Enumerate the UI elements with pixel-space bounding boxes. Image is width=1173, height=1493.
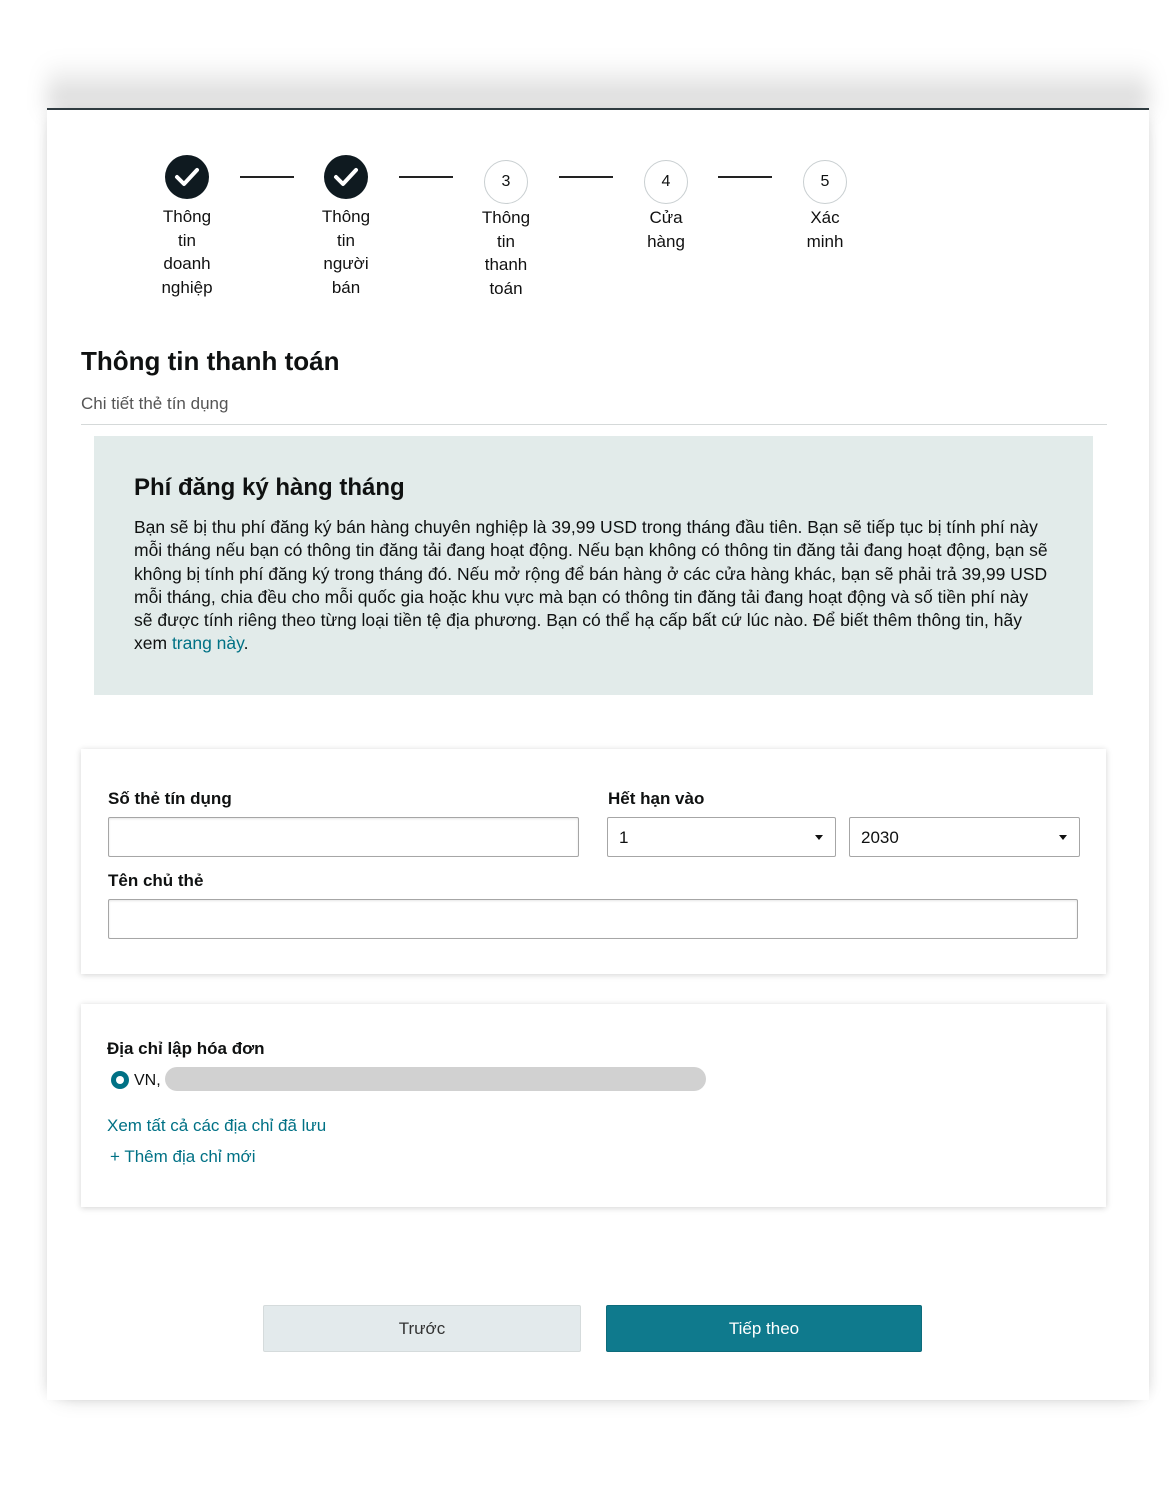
check-icon xyxy=(165,155,209,199)
credit-card-form xyxy=(81,749,1106,974)
expiry-year-value: 2030 xyxy=(861,828,899,847)
step-3 xyxy=(446,160,566,300)
step-1 xyxy=(127,155,247,299)
step-label: Thông tin thanh toán xyxy=(481,208,531,298)
step-label: Xác minh xyxy=(806,208,844,251)
chevron-down-icon xyxy=(1059,835,1067,840)
info-title: Phí đăng ký hàng tháng xyxy=(134,474,405,501)
expiry-month-value: 1 xyxy=(619,828,629,847)
divider xyxy=(81,424,1107,425)
info-text-end: . xyxy=(243,633,249,654)
step-label: Thông tin doanh nghiệp xyxy=(161,207,213,297)
previous-button[interactable]: Trước xyxy=(263,1305,581,1352)
view-saved-addresses-link[interactable]: Xem tất cả các địa chỉ đã lưu xyxy=(107,1116,327,1135)
cardholder-label: Tên chủ thẻ xyxy=(108,871,204,890)
billing-address-section xyxy=(81,1004,1106,1207)
card-number-label: Số thẻ tín dụng xyxy=(108,789,232,808)
page-subtitle: Chi tiết thẻ tín dụng xyxy=(81,394,229,413)
expiry-year-select[interactable] xyxy=(849,817,1080,857)
step-5 xyxy=(765,160,885,253)
expiry-label: Hết hạn vào xyxy=(608,789,705,808)
next-button[interactable]: Tiếp theo xyxy=(606,1305,922,1352)
frame-shadow xyxy=(47,60,1149,110)
info-body: Bạn sẽ bị thu phí đăng ký bán hàng chuyên nghiệp là 39,99 USD trong tháng đầu tiên. Bạn sẽ tiếp tục bị tính phí này mỗi tháng nếu bạn có thông tin đăng tải đang hoạt động. Nếu bạn không có thông tin đăng tải đang hoạt động, bạn sẽ không bị tính phí đăng ký trong tháng đó. Nếu mở rộng để bán hàng ở các cửa hàng khác, bạn sẽ phải trả 39,99 USD mỗi tháng, chia đều cho mỗi quốc gia hoặc khu vực mà bạn có thông tin đăng tải đang hoạt động và số tiền phí này sẽ được tính riêng theo từng loại tiền tệ địa phương. Bạn có thể hạ cấp bất cứ lúc nào. Để biết thêm thông tin, hãy xem xyxy=(134,517,1048,654)
step-4 xyxy=(606,160,726,253)
radio-dot xyxy=(116,1076,124,1084)
cardholder-input[interactable] xyxy=(108,899,1078,939)
address-radio[interactable] xyxy=(111,1071,129,1089)
check-icon xyxy=(324,155,368,199)
step-2 xyxy=(286,155,406,299)
card-number-input[interactable] xyxy=(108,817,579,857)
page-title: Thông tin thanh toán xyxy=(81,346,340,376)
step-label: Cửa hàng xyxy=(647,208,685,251)
info-text xyxy=(134,516,1049,656)
billing-address-label: Địa chỉ lập hóa đơn xyxy=(107,1039,265,1058)
redacted-address xyxy=(165,1067,706,1091)
step-connector xyxy=(559,176,613,178)
step-number: 3 xyxy=(484,160,528,204)
step-number: 4 xyxy=(644,160,688,204)
subscription-fee-info xyxy=(94,436,1093,695)
step-connector xyxy=(399,176,453,178)
step-label: Thông tin người bán xyxy=(321,207,371,297)
step-number: 5 xyxy=(803,160,847,204)
address-prefix: VN, xyxy=(134,1072,161,1089)
expiry-month-select[interactable] xyxy=(607,817,836,857)
chevron-down-icon xyxy=(815,835,823,840)
add-new-address-link[interactable]: + Thêm địa chỉ mới xyxy=(110,1147,256,1166)
step-connector xyxy=(718,176,772,178)
more-info-link[interactable]: trang này xyxy=(171,633,244,654)
